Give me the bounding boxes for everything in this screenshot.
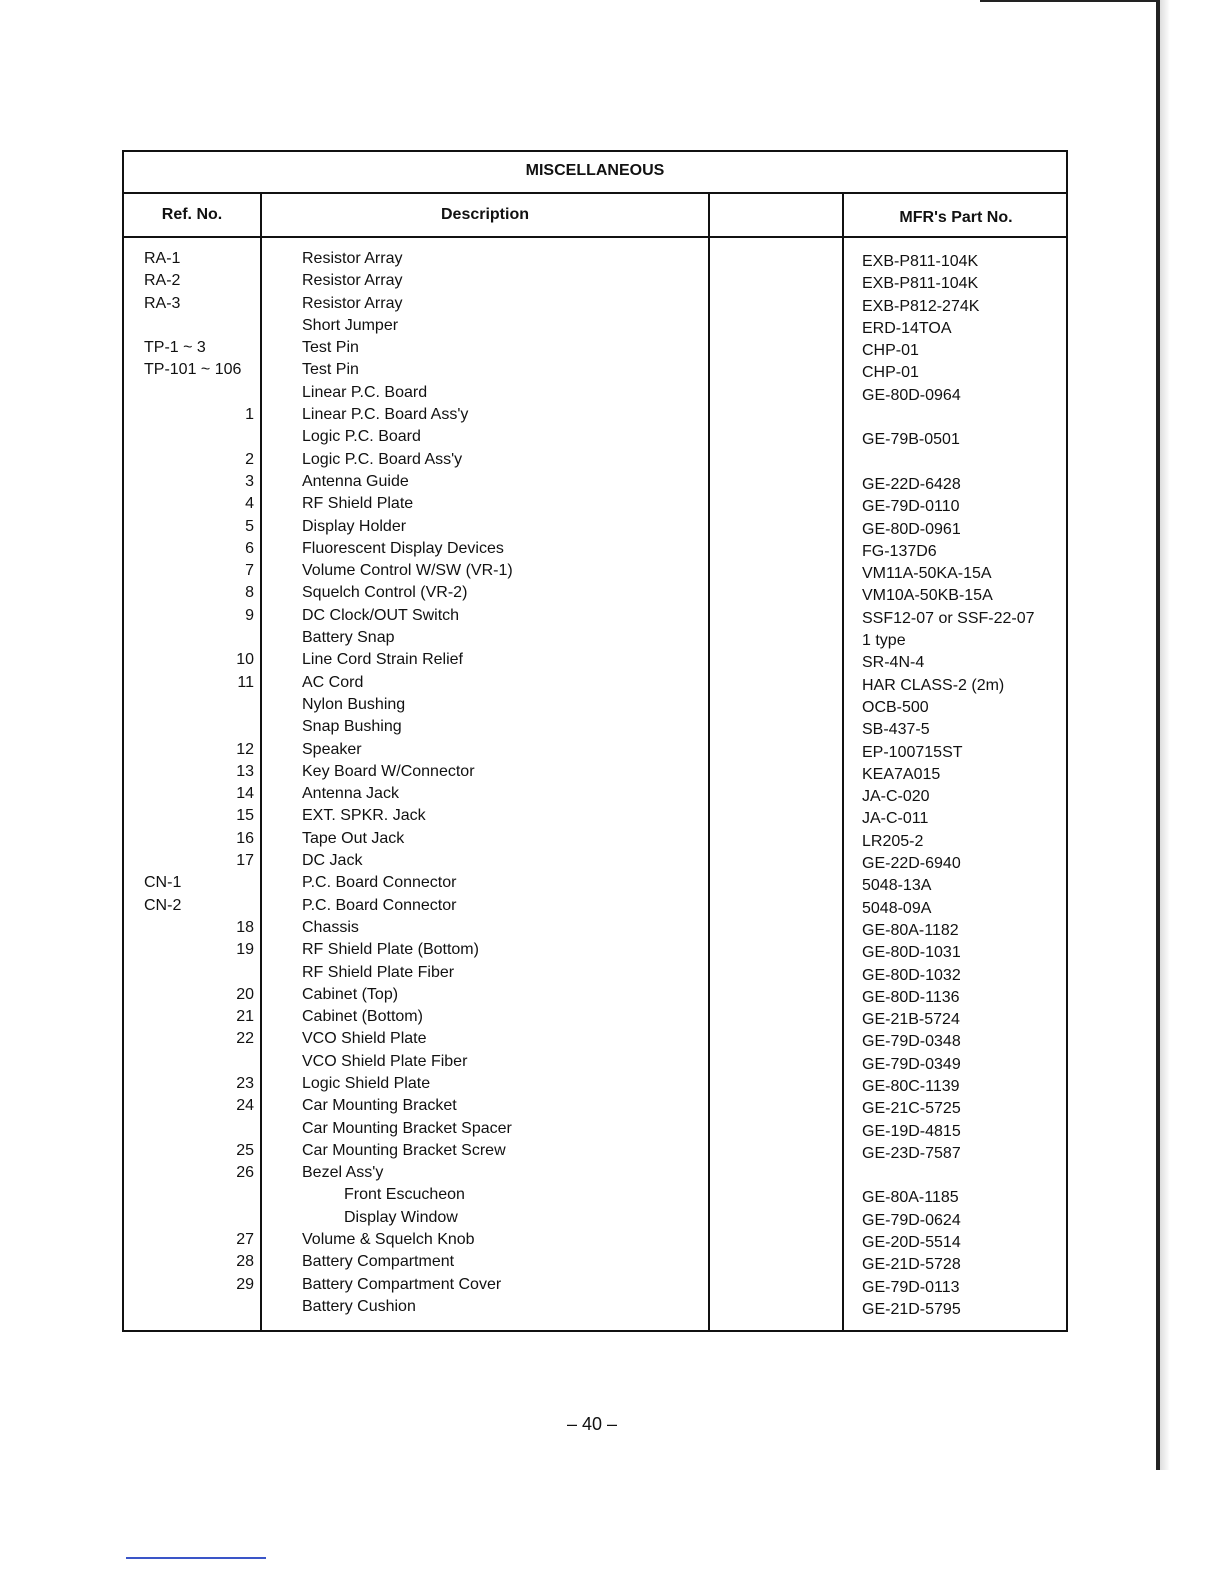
cell-part-no: GE-23D-7587: [862, 1144, 961, 1162]
cell-ref-no: 6: [245, 539, 254, 557]
cell-ref-no: TP-101 ~ 106: [144, 361, 242, 379]
bottom-mark-line: [126, 1557, 266, 1559]
cell-ref-no: 12: [236, 740, 254, 758]
cell-ref-no: 25: [236, 1141, 254, 1159]
header-ref-no: Ref. No.: [161, 206, 223, 223]
cell-description: Resistor Array: [302, 250, 403, 267]
table-row: [124, 516, 1066, 538]
cell-description: Volume & Squelch Knob: [302, 1231, 475, 1249]
cell-description: Chassis: [302, 918, 359, 936]
cell-description: Test Pin: [302, 339, 359, 357]
cell-description: Antenna Jack: [302, 785, 399, 803]
table-row: [124, 984, 1066, 1006]
cell-description: Car Mounting Bracket Spacer: [302, 1119, 512, 1137]
table-row: [124, 1095, 1066, 1117]
table-row: [124, 359, 1066, 381]
cell-part-no: EXB-P811-104K: [862, 275, 979, 293]
cell-ref-no: 5: [245, 517, 254, 535]
cell-ref-no: 8: [245, 584, 254, 602]
table-row: [124, 449, 1066, 471]
cell-description: Car Mounting Bracket: [302, 1097, 457, 1115]
table-row: [124, 828, 1066, 850]
cell-part-no: GE-79D-0349: [862, 1055, 961, 1073]
table-row: [124, 538, 1066, 560]
cell-description: Front Escucheon: [344, 1186, 465, 1204]
cell-ref-no: 20: [236, 985, 254, 1003]
cell-ref-no: 18: [236, 918, 254, 936]
cell-description: Battery Compartment Cover: [302, 1275, 502, 1293]
table-row: [124, 739, 1066, 761]
scan-edge-line: [1156, 0, 1160, 1470]
page-number: – 40 –: [566, 1414, 618, 1434]
cell-ref-no: CN-1: [144, 874, 182, 892]
cell-ref-no: 19: [236, 941, 254, 959]
cell-description: Bezel Ass'y: [302, 1164, 384, 1182]
cell-part-no: GE-21D-5795: [862, 1300, 961, 1318]
cell-description: RF Shield Plate: [302, 495, 414, 513]
table-row: [124, 404, 1066, 426]
cell-description: Logic P.C. Board: [302, 428, 421, 446]
cell-part-no: SSF12-07 or SSF-22-07: [862, 609, 1035, 627]
table-row: [124, 1006, 1066, 1028]
cell-ref-no: RA-3: [144, 294, 181, 312]
cell-part-no: CHP-01: [862, 342, 919, 360]
cell-part-no: GE-22D-6940: [862, 855, 961, 873]
cell-ref-no: 7: [245, 562, 254, 580]
cell-part-no: GE-80D-1136: [862, 988, 960, 1006]
cell-ref-no: 4: [245, 495, 254, 513]
table-row: [124, 939, 1066, 961]
cell-part-no: GE-21D-5728: [862, 1256, 961, 1274]
table-row: [124, 1140, 1066, 1162]
cell-description: Resistor Array: [302, 272, 403, 290]
cell-ref-no: RA-2: [144, 272, 181, 290]
cell-part-no: GE-79D-0113: [862, 1278, 960, 1296]
cell-ref-no: 3: [245, 472, 254, 490]
table-row: [124, 1251, 1066, 1273]
cell-description: Display Holder: [302, 517, 407, 535]
table-row: [124, 270, 1066, 292]
cell-description: Linear P.C. Board Ass'y: [302, 406, 469, 424]
cell-description: VCO Shield Plate Fiber: [302, 1052, 468, 1070]
cell-part-no: GE-20D-5514: [862, 1234, 961, 1252]
cell-description: DC Jack: [302, 852, 363, 870]
cell-part-no: GE-80C-1139: [862, 1077, 960, 1095]
cell-part-no: 5048-13A: [862, 877, 932, 895]
cell-ref-no: 13: [236, 762, 254, 780]
table-row: [124, 382, 1066, 404]
cell-description: Volume Control W/SW (VR-1): [302, 562, 513, 580]
cell-description: Car Mounting Bracket Screw: [302, 1141, 506, 1159]
cell-part-no: CHP-01: [862, 364, 919, 382]
cell-part-no: VM10A-50KB-15A: [862, 587, 993, 605]
table-row: [124, 1118, 1066, 1140]
cell-part-no: LR205-2: [862, 832, 924, 850]
cell-part-no: GE-79D-0624: [862, 1211, 961, 1229]
cell-description: AC Cord: [302, 673, 364, 691]
cell-description: Snap Bushing: [302, 718, 402, 736]
cell-ref-no: 9: [245, 606, 254, 624]
cell-description: P.C. Board Connector: [302, 896, 457, 914]
table-body: [124, 248, 1066, 1318]
cell-description: Logic Shield Plate: [302, 1074, 431, 1092]
table-row: [124, 471, 1066, 493]
table-row: [124, 293, 1066, 315]
table-row: [124, 872, 1066, 894]
cell-description: Antenna Guide: [302, 472, 409, 490]
cell-part-no: FG-137D6: [862, 542, 937, 560]
table-row: [124, 1073, 1066, 1095]
cell-part-no: GE-21B-5724: [862, 1011, 960, 1029]
table-header-row: [124, 194, 1066, 238]
cell-ref-no: 11: [237, 673, 254, 691]
cell-part-no: VM11A-50KA-15A: [862, 565, 992, 583]
cell-part-no: EP-100715ST: [862, 743, 963, 761]
cell-description: Line Cord Strain Relief: [302, 651, 463, 669]
cell-ref-no: 15: [236, 807, 254, 825]
table-row: [124, 694, 1066, 716]
cell-description: VCO Shield Plate: [302, 1030, 427, 1048]
cell-ref-no: 27: [236, 1231, 254, 1249]
cell-description: Logic P.C. Board Ass'y: [302, 450, 463, 468]
cell-part-no: GE-79D-0110: [862, 498, 960, 516]
cell-part-no: HAR CLASS-2 (2m): [862, 676, 1005, 694]
table-row: [124, 716, 1066, 738]
table-row: [124, 1162, 1066, 1184]
cell-description: Squelch Control (VR-2): [302, 584, 468, 602]
cell-ref-no: 21: [236, 1008, 254, 1026]
cell-part-no: 1 type: [862, 632, 906, 650]
table-row: [124, 761, 1066, 783]
cell-ref-no: 26: [236, 1164, 254, 1182]
scan-edge-shadow: [1160, 0, 1170, 1470]
cell-ref-no: 17: [236, 852, 254, 870]
cell-part-no: GE-80D-1031: [862, 944, 961, 962]
cell-ref-no: 22: [236, 1030, 254, 1048]
table-row: [124, 315, 1066, 337]
cell-part-no: GE-80D-0964: [862, 386, 961, 404]
parts-table: [122, 150, 1068, 1332]
cell-part-no: 5048-09A: [862, 899, 932, 917]
cell-ref-no: 10: [236, 651, 254, 669]
table-row: [124, 672, 1066, 694]
cell-description: Tape Out Jack: [302, 829, 405, 847]
cell-description: Battery Cushion: [302, 1297, 416, 1315]
table-row: [124, 337, 1066, 359]
table-row: [124, 962, 1066, 984]
table-row: [124, 1296, 1066, 1318]
cell-description: Speaker: [302, 740, 362, 758]
table-row: [124, 649, 1066, 671]
cell-description: Fluorescent Display Devices: [302, 539, 504, 557]
cell-description: Short Jumper: [302, 316, 399, 334]
table-row: [124, 426, 1066, 448]
table-row: [124, 850, 1066, 872]
cell-part-no: SR-4N-4: [862, 654, 925, 672]
cell-description: Cabinet (Bottom): [302, 1008, 423, 1026]
cell-description: RF Shield Plate Fiber: [302, 963, 455, 981]
cell-ref-no: 16: [236, 829, 254, 847]
table-row: [124, 1051, 1066, 1073]
cell-part-no: GE-80A-1182: [862, 921, 959, 939]
cell-part-no: GE-79B-0501: [862, 431, 960, 449]
table-title: MISCELLANEOUS: [124, 152, 1066, 194]
table-row: [124, 1028, 1066, 1050]
cell-description: Test Pin: [302, 361, 359, 379]
cell-part-no: EXB-P812-274K: [862, 297, 980, 315]
cell-ref-no: 2: [245, 450, 254, 468]
table-row: [124, 1207, 1066, 1229]
cell-description: RF Shield Plate (Bottom): [302, 941, 479, 959]
cell-ref-no: 1: [245, 406, 254, 424]
table-row: [124, 805, 1066, 827]
cell-description: Linear P.C. Board: [302, 383, 428, 401]
table-row: [124, 917, 1066, 939]
cell-ref-no: CN-2: [144, 896, 182, 914]
table-row: [124, 895, 1066, 917]
cell-part-no: ERD-14TOA: [862, 319, 952, 337]
cell-part-no: GE-80A-1185: [862, 1189, 959, 1207]
cell-part-no: EXB-P811-104K: [862, 253, 979, 270]
header-description: Description: [440, 206, 529, 223]
cell-part-no: GE-79D-0348: [862, 1033, 961, 1051]
cell-description: DC Clock/OUT Switch: [302, 606, 460, 624]
cell-description: Battery Snap: [302, 629, 395, 647]
cell-description: Resistor Array: [302, 294, 403, 312]
table-row: [124, 560, 1066, 582]
cell-ref-no: 14: [236, 785, 254, 803]
table-row: [124, 248, 1066, 270]
cell-part-no: GE-22D-6428: [862, 475, 961, 493]
cell-description: Battery Compartment: [302, 1253, 455, 1271]
cell-ref-no: 23: [236, 1074, 254, 1092]
cell-ref-no: RA-1: [144, 250, 181, 267]
cell-description: EXT. SPKR. Jack: [302, 807, 426, 825]
table-row: [124, 605, 1066, 627]
table-row: [124, 783, 1066, 805]
cell-description: P.C. Board Connector: [302, 874, 457, 892]
cell-part-no: OCB-500: [862, 698, 929, 716]
cell-ref-no: TP-1 ~ 3: [144, 339, 206, 357]
cell-part-no: GE-21C-5725: [862, 1100, 961, 1118]
cell-part-no: SB-437-5: [862, 721, 930, 739]
cell-description: Nylon Bushing: [302, 695, 406, 713]
table-row: [124, 493, 1066, 515]
cell-part-no: GE-80D-0961: [862, 520, 961, 538]
table-row: [124, 1274, 1066, 1296]
cell-part-no: JA-C-011: [862, 810, 929, 828]
cell-part-no: GE-80D-1032: [862, 966, 961, 984]
scan-top-line: [980, 0, 1158, 2]
cell-part-no: KEA7A015: [862, 765, 941, 783]
cell-description: Cabinet (Top): [302, 985, 399, 1003]
cell-ref-no: 29: [236, 1275, 254, 1293]
cell-description: Key Board W/Connector: [302, 762, 475, 780]
table-row: [124, 627, 1066, 649]
header-part-no: MFR's Part No.: [899, 209, 1013, 226]
cell-part-no: JA-C-020: [862, 788, 930, 806]
table-row: [124, 1229, 1066, 1251]
table-row: [124, 1184, 1066, 1206]
cell-ref-no: 24: [236, 1097, 254, 1115]
cell-part-no: GE-19D-4815: [862, 1122, 961, 1140]
table-row: [124, 582, 1066, 604]
cell-description: Display Window: [344, 1208, 458, 1226]
cell-ref-no: 28: [236, 1253, 254, 1271]
